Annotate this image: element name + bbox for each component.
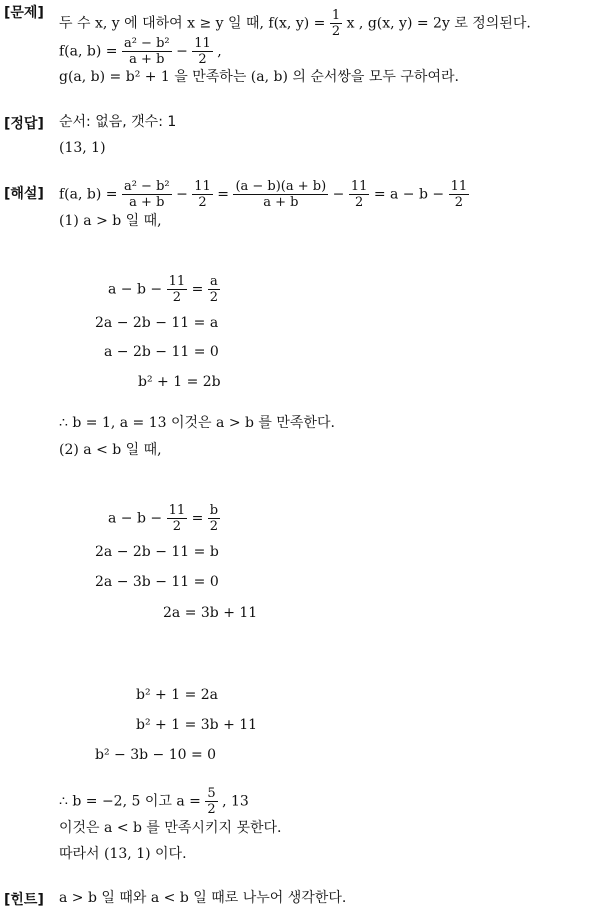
case-2-eq-6: b² + 1 = 3b + 11 <box>136 717 258 733</box>
eq-text: f(a, b) = <box>59 186 118 203</box>
fraction-numerator: 11 <box>194 179 211 194</box>
eq-text: = <box>191 281 204 298</box>
eq-text: ∴ b = −2, 5 이고 a = <box>59 793 201 810</box>
eq-fraction <box>233 179 328 210</box>
problem-fraction-2 <box>192 36 213 67</box>
fraction-denominator: a + b <box>263 195 299 210</box>
eq-text: − <box>332 186 345 203</box>
fraction-numerator: (a − b)(a + b) <box>235 179 327 194</box>
case-1-eq-2: 2a − 2b − 11 = a <box>95 315 219 331</box>
case-1-eq-1 <box>108 274 220 305</box>
solution-eq-0 <box>59 179 469 210</box>
fraction-denominator: 2 <box>354 195 364 210</box>
fraction-numerator: b <box>209 503 219 518</box>
fraction-denominator: 2 <box>207 802 216 817</box>
case-2-conclusion <box>59 786 249 817</box>
eq-text: a − b − <box>108 510 163 527</box>
final-answer-line: 따라서 (13, 1) 이다. <box>59 846 187 862</box>
eq-fraction <box>349 179 370 210</box>
fraction-denominator: 2 <box>209 519 219 534</box>
case-1-eq-4: b² + 1 = 2b <box>138 374 221 390</box>
eq-fraction <box>122 179 172 210</box>
problem-line-3: g(a, b) = b² + 1 을 만족하는 (a, b) 의 순서쌍을 모두 구하여라. <box>59 69 459 85</box>
eq-fraction <box>167 503 188 534</box>
case-1-conclusion: ∴ b = 1, a = 13 이것은 a > b 를 만족한다. <box>59 415 335 431</box>
fraction-denominator: 2 <box>454 195 463 210</box>
problem-line-1-pre: 두 수 x, y 에 대하여 x ≥ y 일 때, f(x, y) = <box>59 15 326 32</box>
eq-fraction <box>449 179 470 210</box>
case-1-eq-3: a − 2b − 11 = 0 <box>104 344 219 360</box>
fraction-numerator: 1 <box>331 8 341 23</box>
eq-fraction <box>192 179 213 210</box>
fraction-numerator: a <box>208 274 220 290</box>
fraction-numerator: 11 <box>450 179 468 194</box>
answer-label: [정답] <box>4 116 44 132</box>
fraction-numerator: 11 <box>194 36 211 51</box>
case-2-eq-4: 2a = 3b + 11 <box>163 605 258 621</box>
answer-line-1: 순서: 없음, 갯수: 1 <box>59 114 177 130</box>
case-2-eq-7: b² − 3b − 10 = 0 <box>95 747 217 763</box>
problem-half-fraction <box>330 8 342 39</box>
hint-label: [힌트] <box>4 892 44 908</box>
case-1-heading: (1) a > b 일 때, <box>59 213 162 229</box>
fraction-numerator: 11 <box>350 179 368 194</box>
problem-line-1-post: x , g(x, y) = 2y 로 정의된다. <box>346 15 531 32</box>
problem-line-2-pre: f(a, b) = <box>59 43 118 60</box>
fraction-denominator: 2 <box>172 290 181 305</box>
fraction-denominator: 2 <box>172 519 181 534</box>
problem-label: [문제] <box>4 5 44 21</box>
case-2-eq-3: 2a − 3b − 11 = 0 <box>95 574 219 590</box>
answer-line-2: (13, 1) <box>59 140 106 156</box>
eq-text: = <box>191 510 204 527</box>
case-2-eq-1 <box>108 503 220 534</box>
case-2-heading: (2) a < b 일 때, <box>59 442 162 458</box>
fraction-denominator: 2 <box>198 195 207 210</box>
case-2-eq-2: 2a − 2b − 11 = b <box>95 544 219 560</box>
case-2-not-satisfied: 이것은 a < b 를 만족시키지 못한다. <box>59 820 282 836</box>
eq-text: = <box>217 186 229 203</box>
fraction-numerator: 5 <box>207 786 216 801</box>
eq-text: − <box>176 186 188 203</box>
problem-line-2-post: , <box>217 43 222 60</box>
fraction-denominator: 2 <box>209 290 219 305</box>
hint-text: a > b 일 때와 a < b 일 때로 나누어 생각한다. <box>59 890 347 906</box>
fraction-numerator: a² − b² <box>123 36 170 51</box>
case-2-eq-5: b² + 1 = 2a <box>136 687 218 703</box>
fraction-denominator: a + b <box>129 52 165 67</box>
eq-fraction <box>205 786 217 817</box>
fraction-denominator: 2 <box>198 52 207 67</box>
eq-text: , 13 <box>222 793 249 810</box>
fraction-denominator: 2 <box>331 24 341 39</box>
problem-line-2 <box>59 36 222 67</box>
problem-line-1 <box>59 8 531 39</box>
problem-minus: − <box>176 43 188 60</box>
eq-text: = a − b − <box>373 186 445 203</box>
eq-text: a − b − <box>108 281 163 298</box>
eq-fraction <box>208 503 220 534</box>
fraction-numerator: a² − b² <box>123 179 170 194</box>
fraction-numerator: 11 <box>168 274 186 289</box>
eq-fraction <box>167 274 188 305</box>
fraction-numerator: 11 <box>168 503 186 518</box>
problem-fraction-1 <box>122 36 172 67</box>
solution-label: [해설] <box>4 186 44 202</box>
eq-fraction <box>208 274 220 305</box>
fraction-denominator: a + b <box>129 195 165 210</box>
